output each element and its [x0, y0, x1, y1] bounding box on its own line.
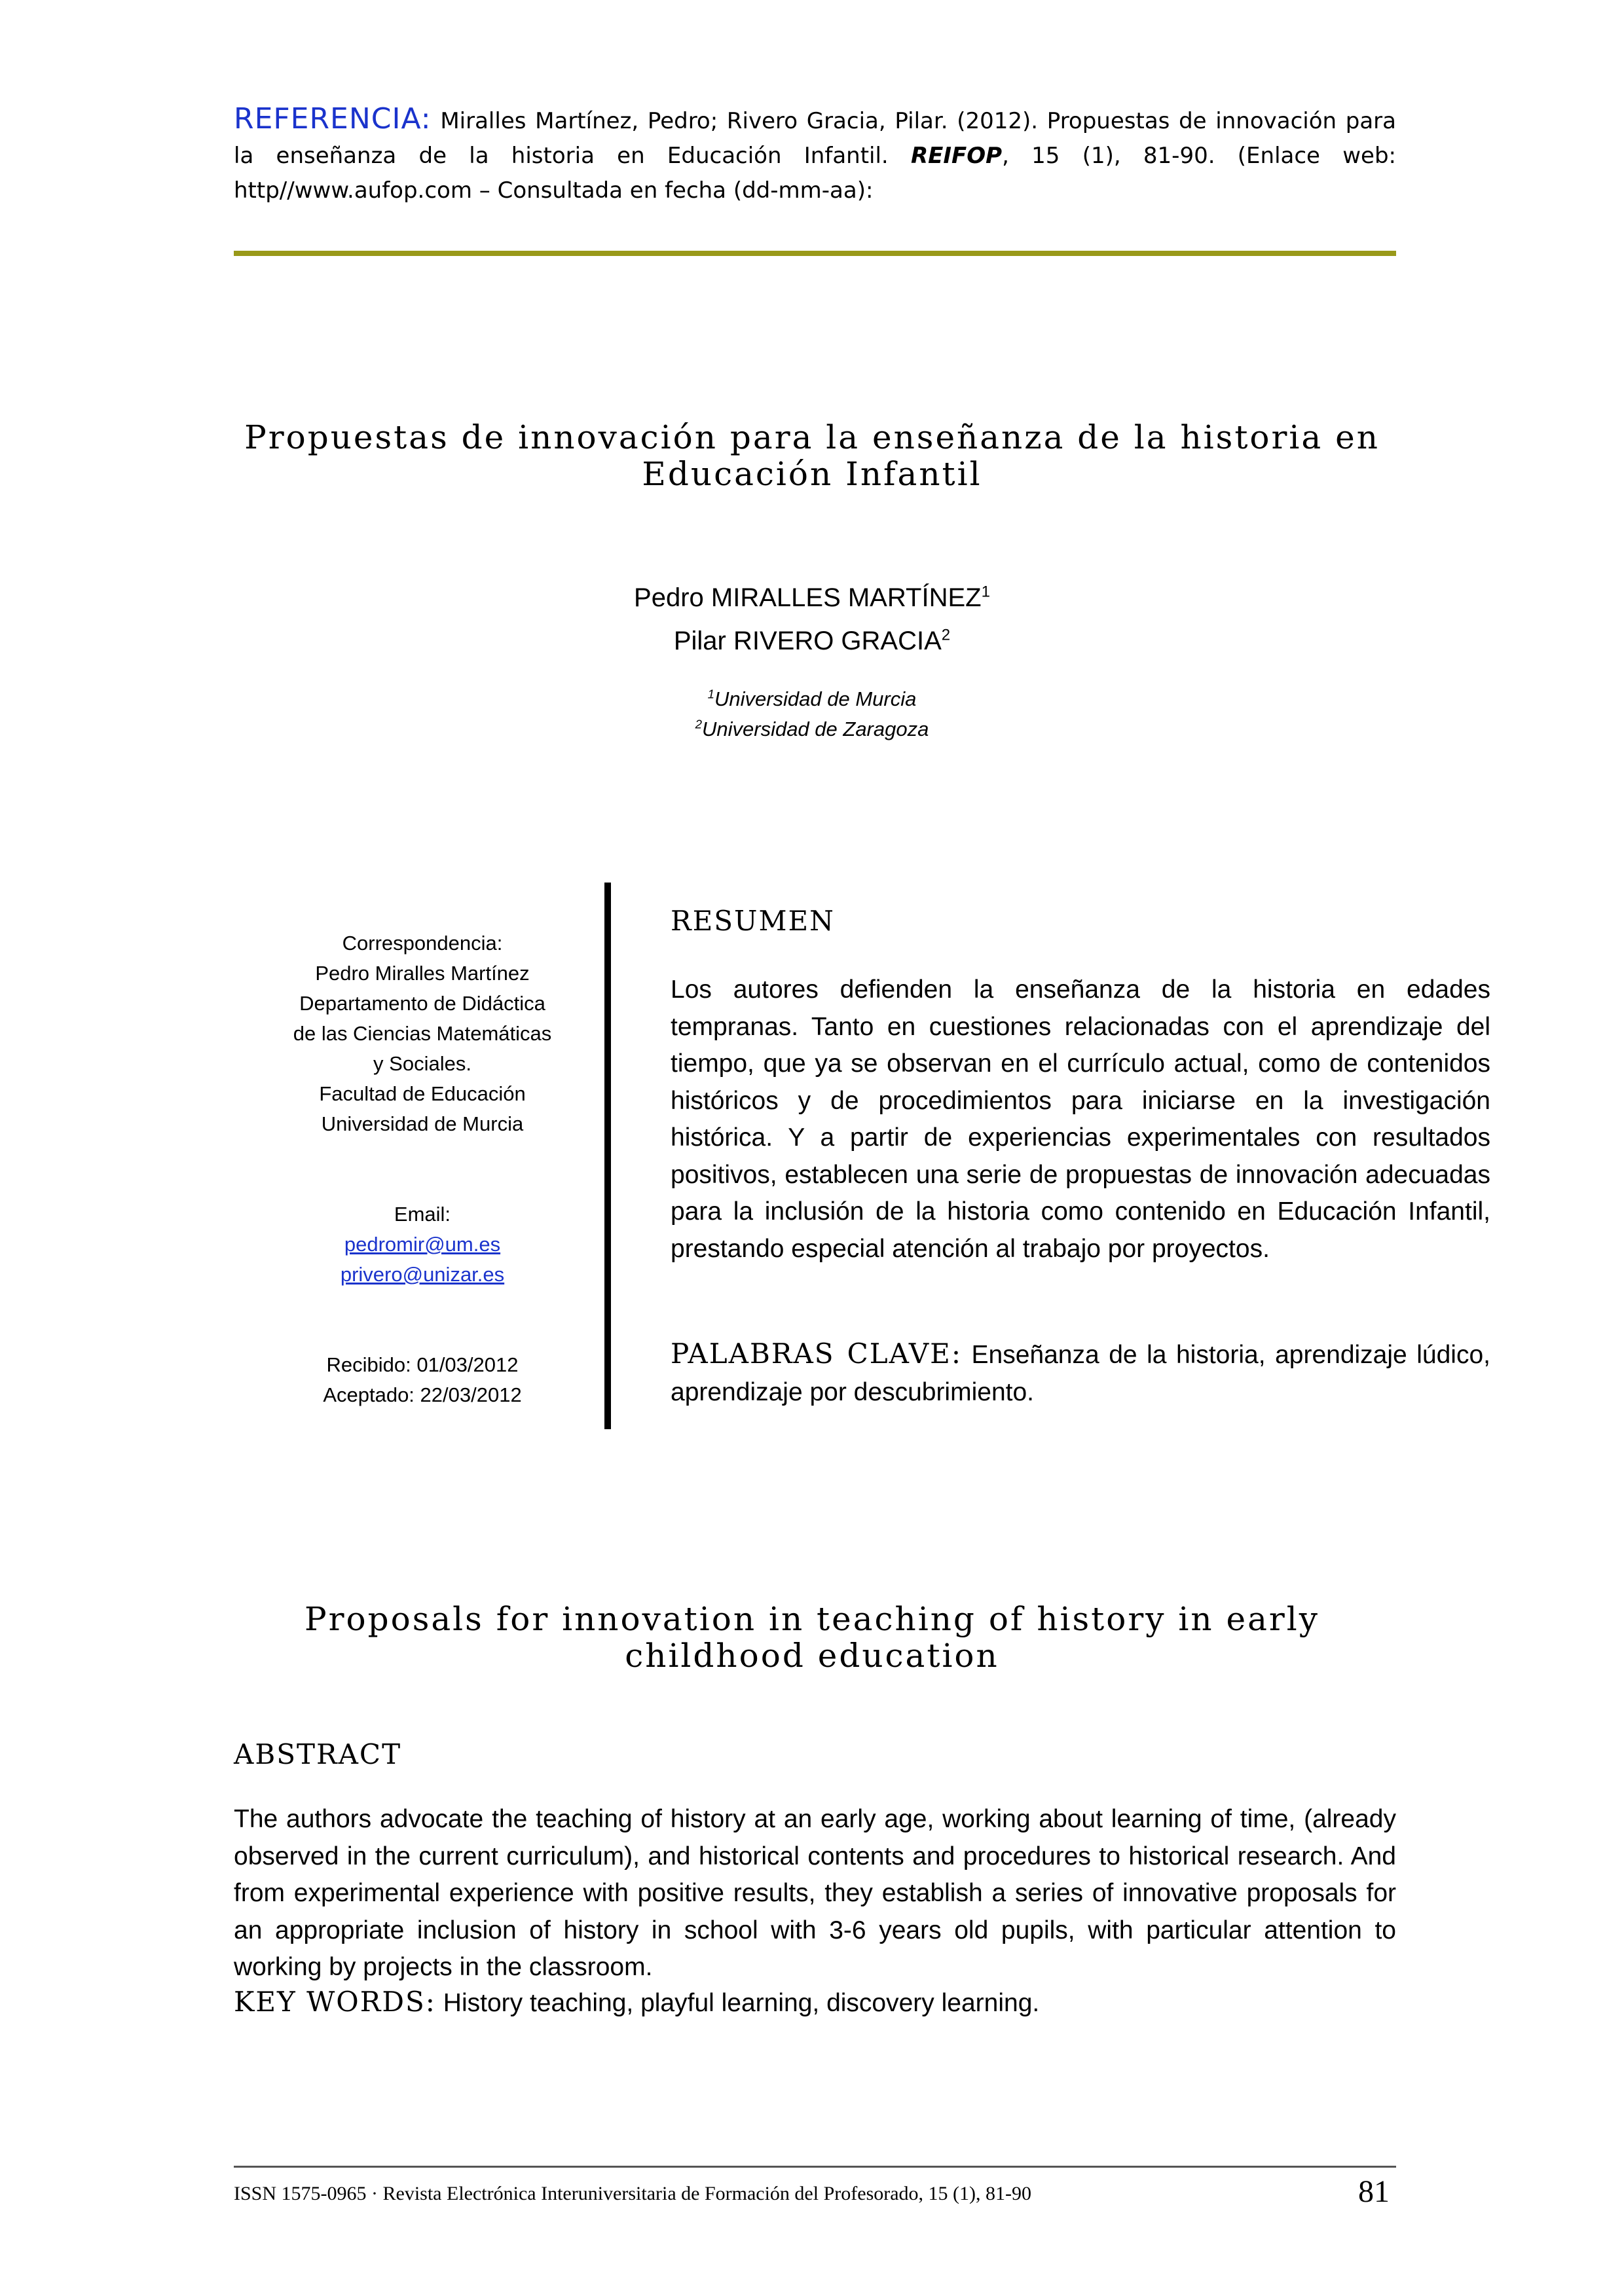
author-2-sup: 2 [941, 626, 951, 644]
author-2 [458, 619, 1166, 663]
affiliation-2-name: Universidad de Zaragoza [701, 718, 929, 740]
title-english-line-2: childhood education [625, 1637, 999, 1675]
author-1 [458, 576, 1166, 619]
reference-text-after: , 15 (1), 81-90. (Enlace web: http//www.aufop.com – Consultada en fecha (dd-mm-aa): [234, 143, 1396, 204]
resumen-heading: RESUMEN [671, 905, 835, 937]
vertical-divider [604, 883, 611, 1429]
correspondence-line: Pedro Miralles Martínez [315, 962, 530, 985]
palabras-clave [671, 1336, 1490, 1411]
abstract-text: The authors advocate the teaching of history at an early age, working about learning of time, (already observed in the current curriculum), and historical contents and procedures to historical research. And from experimental experience with positive results, they establish a series of innovative proposals for an appropriate inclusion of history in school with 3-6 years old pupils, with particular attention to working by projects in the classroom. [234, 1805, 1396, 1981]
correspondence-line: Facultad de Educación [319, 1082, 526, 1105]
authors [458, 576, 1166, 663]
palabras-clave-text: Enseñanza de la historia, aprendizaje lúdico, aprendizaje por descubrimiento. [671, 1341, 1490, 1406]
top-divider [234, 251, 1396, 256]
reference-citation [234, 101, 1396, 208]
email-label: Email: [394, 1203, 451, 1226]
correspondence-block [275, 928, 570, 1410]
key-words-text: History teaching, playful learning, discovery learning. [435, 1989, 1040, 2017]
affiliation-2 [524, 714, 1100, 744]
resumen-text: Los autores defienden la enseñanza de la historia en edades tempranas. Tanto en cuestiones relacionadas con el aprendizaje del tiempo, que ya se observan en el currículo actual, como de contenidos históricos y de procedimientos para iniciarse en la investigación histórica. Y a partir de experiencias experimentales con resultados positivos, establecen una serie de propuestas de innovación adecuadas para la inclusión de la historia como contenido en Educación Infantil, prestando especial atención al trabajo por proyectos. [671, 975, 1490, 1263]
abstract-heading: ABSTRACT [234, 1738, 402, 1770]
key-words [234, 1984, 1396, 2022]
key-words-label: KEY WORDS: [234, 1986, 436, 2018]
received-date: Recibido: 01/03/2012 [326, 1353, 519, 1376]
affiliation-1-name: Universidad de Murcia [714, 687, 917, 710]
correspondence-line: Departamento de Didáctica [299, 992, 545, 1015]
correspondence-line: y Sociales. [373, 1052, 471, 1075]
correspondence-label: Correspondencia: [342, 932, 503, 955]
palabras-clave-label: PALABRAS CLAVE: [671, 1338, 962, 1370]
footer [234, 2172, 1396, 2212]
page-number: 81 [1358, 2174, 1390, 2209]
affiliation-2-sup: 2 [695, 717, 702, 731]
email-link-1[interactable]: pedromir@um.es [344, 1233, 501, 1256]
affiliations [524, 684, 1100, 744]
reference-journal: REIFOP [911, 143, 1003, 169]
reference-label: REFERENCIA: [234, 102, 432, 136]
correspondence-line: de las Ciencias Matemáticas [293, 1022, 552, 1045]
title-english-line-1: Proposals for innovation in teaching of history in early [304, 1600, 1320, 1638]
title-spanish [196, 419, 1428, 492]
reference-text-before: Miralles Martínez, Pedro; Rivero Gracia, Pilar. (2012). Propuestas de innovación para la enseñanza de la historia en Educación Infantil. [234, 108, 1396, 169]
accepted-date: Aceptado: 22/03/2012 [323, 1383, 522, 1406]
title-spanish-line-2: Educación Infantil [642, 455, 982, 493]
footer-issn: ISSN 1575-0965 · Revista Electrónica Interuniversitaria de Formación del Profesorado, 15 (1), 81-90 [234, 2183, 1032, 2204]
author-2-name: Pilar RIVERO GRACIA [673, 627, 942, 655]
affiliation-1 [524, 684, 1100, 714]
correspondence-line: Universidad de Murcia [321, 1112, 524, 1135]
author-1-sup: 1 [981, 583, 990, 601]
email-link-2[interactable]: privero@unizar.es [340, 1263, 505, 1286]
title-spanish-line-1: Propuestas de innovación para la enseñanza de la historia en [244, 418, 1380, 456]
footer-divider [234, 2166, 1396, 2168]
affiliation-1-sup: 1 [707, 687, 714, 701]
title-english [196, 1601, 1428, 1674]
author-1-name: Pedro MIRALLES MARTÍNEZ [634, 583, 982, 612]
